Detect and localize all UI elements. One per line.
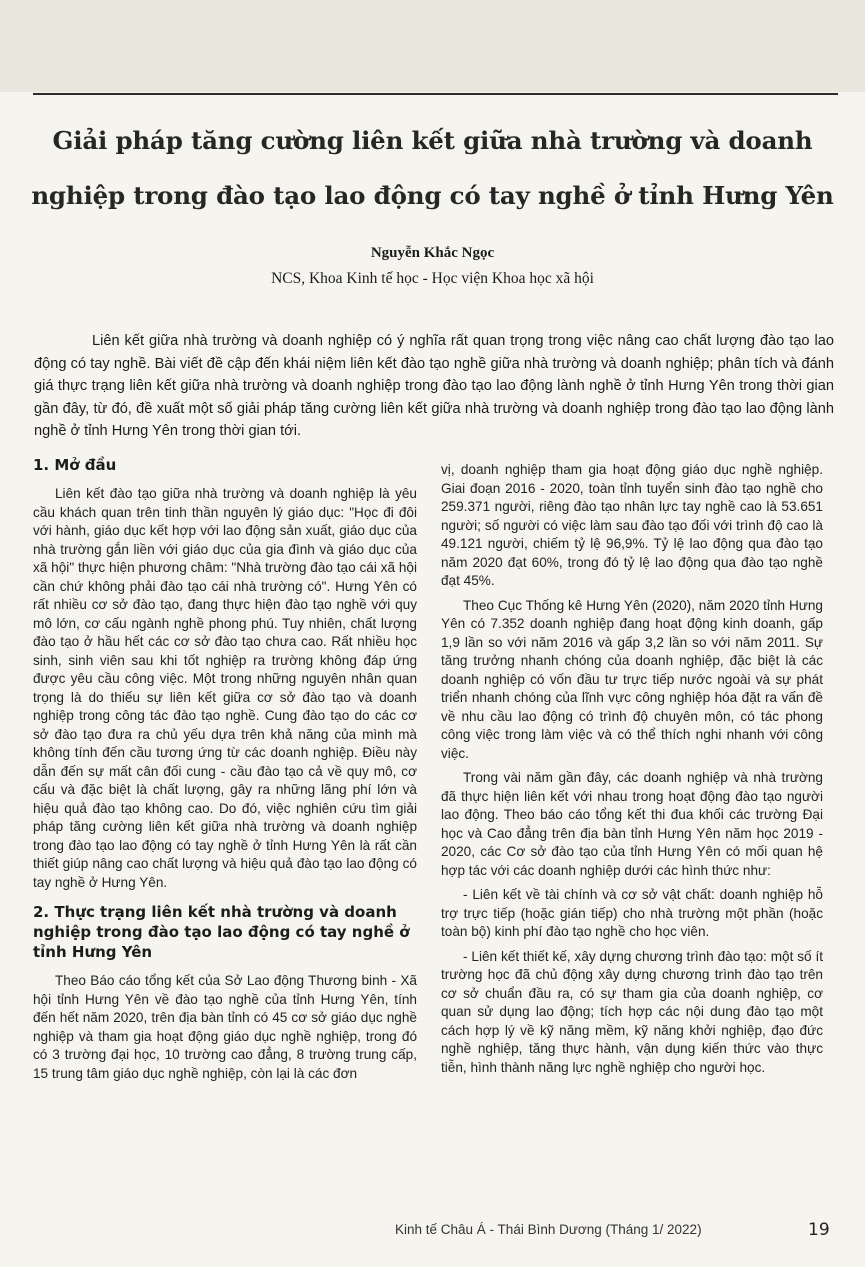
journal-footer: Kinh tế Châu Á - Thái Bình Dương (Tháng 1/ 2022) (395, 1222, 702, 1237)
author-name: Nguyễn Khắc Ngọc (370, 245, 495, 261)
right-column (441, 461, 823, 1083)
paragraph: Liên kết đào tạo giữa nhà trường và doanh nghiệp là yêu cầu khách quan trên tinh thần nguyên lý giáo dục: "Học đi đôi với hành, giáo dục kết hợp với lao động sản xuất, giáo dục của nhà trường gắn liền với giáo dục của gia đình và giáo dục của xã hội" thực hiện phương châm: "Nhà trường đào tạo cái xã hội cần chứ không phải đào tạo cái nhà trường có". Hưng Yên có rất nhiều cơ sở đào tạo, đang thực hiện đào tạo nghề với quy mô lớn, cơ cấu ngành nghề phong phú. Tuy nhiên, chất lượng đào tạo ở hầu hết các cơ sở đào tạo chưa cao. Rất nhiều học sinh, sinh viên sau khi tốt nghiệp ra trường không đáp ứng được yêu cầu công việc. Một trong những nguyên nhân quan trọng là do thiếu sự liên kết giữa cơ sở đào tạo và doanh nghiệp trong công tác đào tạo nghề. Cung đào tạo do các cơ sở đào tạo đưa ra chủ yếu dựa trên khả năng của mình mà không tính đến cầu tương ứng từ các doanh nghiệp. Điều này dẫn đến sự mất cân đối cung - cầu đào tạo cả về quy mô, cơ cấu và đặc biệt là chất lượng, gây ra những lãng phí lớn và hiệu quả đào tạo không cao. Do đó, việc nghiên cứu tìm giải pháp tăng cường liên kết giữa nhà trường và doanh nghiệp trong đào tạo lao động có tay nghề ở tỉnh Hưng Yên là rất cần thiết giúp nâng cao chất lượng và hiệu quả đào tạo lao động có tay nghề ở Hưng Yên. (33, 486, 417, 890)
article-title: Giải pháp tăng cường liên kết giữa nhà trường và doanh nghiệp trong đào tạo lao động có tay nghề ở tỉnh Hưng Yên (31, 126, 834, 210)
section-heading-intro: 1. Mở đầu (33, 456, 117, 474)
paragraph: vị, doanh nghiệp tham gia hoạt động giáo dục nghề nghiệp. Giai đoạn 2016 - 2020, toàn tỉnh tuyển sinh đào tạo nghề cho 259.371 người, riêng đào tạo nhân lực tay nghề cao là 53.651 người; số người có việc làm sau đào tạo đối với trình độ cao là 49.121 người, chiếm tỷ lệ 96,9%. Tỷ lệ lao động qua đào tạo năm 2020 đạt 60%, trong đó tỷ lệ lao động qua đào tạo nghề đạt 45%. (441, 462, 823, 588)
paragraph: Theo Báo cáo tổng kết của Sở Lao động Thương binh - Xã hội tỉnh Hưng Yên về đào tạo nghề của tỉnh Hưng Yên, tính đến hết năm 2020, trên địa bàn tỉnh có 45 cơ sở giáo dục nghề nghiệp và tham gia hoạt động giáo dục nghề nghiệp, trong đó có 3 trường đại học, 10 trường cao đẳng, 8 trường trung cấp, 15 trung tâm giáo dục nghề nghiệp, còn lại là các đơn (33, 973, 417, 1081)
header-rule (33, 93, 838, 95)
paragraph: Theo Cục Thống kê Hưng Yên (2020), năm 2020 tỉnh Hưng Yên có 7.352 doanh nghiệp đang hoạt động kinh doanh, gấp 1,9 lần so với năm 2016 và gấp 3,2 lần so với năm 2011. Sự tăng trưởng nhanh chóng của doanh nghiệp, đặc biệt là các doanh nghiệp có vốn đầu tư trực tiếp nước ngoài và sự phát triển nhanh chóng của lĩnh vực công nghiệp hóa đặt ra vấn đề về nhu cầu lao động có trình độ chuyên môn, có tác phong công việc trong làm việc và có thể thích nghi nhanh với công việc. (441, 597, 823, 761)
paragraph: - Liên kết về tài chính và cơ sở vật chất: doanh nghiệp hỗ trợ trực tiếp (hoặc gián tiếp) cho nhà trường một phần (hoặc toàn bộ) kinh phí đào tạo nghề cho học viên. (441, 887, 823, 939)
paragraph: Trong vài năm gần đây, các doanh nghiệp và nhà trường đã thực hiện liên kết với nhau trong hoạt động đào tạo người lao động. Theo báo cáo tổng kết thi đua khối các trường Đại học và Cao đẳng trên địa bàn tỉnh Hưng Yên năm học 2019 - 2020, các Cơ sở đào tạo của tỉnh Hưng Yên có mối quan hệ hợp tác với các doanh nghiệp dưới các hình thức như: (441, 770, 823, 878)
top-band (0, 0, 865, 92)
paragraph: - Liên kết thiết kế, xây dựng chương trình đào tạo: một số ít trường học đã chủ động xây dựng chương trình đào tạo trên cơ sở chuẩn đầu ra, có sự tham gia của doanh nghiệp, cơ quan sử dụng lao động; tích hợp các nội dung đào tạo một cách hợp lý về kỹ năng mềm, kỹ năng khởi nghiệp, đạo đức nghề nghiệp, tăng thực hành, vận dụng kiến thức vào thực tiễn, hình thành năng lực nghề nghiệp cho người học. (441, 948, 823, 1075)
page-number: 19 (808, 1220, 830, 1240)
author-affiliation: NCS, Khoa Kinh tế học - Học viện Khoa học xã hội (271, 270, 594, 287)
abstract: Liên kết giữa nhà trường và doanh nghiệp có ý nghĩa rất quan trọng trong việc nâng cao chất lượng đào tạo lao động có tay nghề. Bài viết đề cập đến khái niệm liên kết đào tạo nghề giữa nhà trường và doanh nghiệp; phân tích và đánh giá thực trạng liên kết giữa nhà trường và doanh nghiệp trong đào tạo lao động lành nghề ở tỉnh Hưng Yên trong thời gian gần đây, từ đó, đề xuất một số giải pháp tăng cường liên kết giữa nhà trường và doanh nghiệp trong đào tạo lao động lành nghề ở tỉnh Hưng Yên trong thời gian tới. (34, 333, 834, 439)
section-heading-status: 2. Thực trạng liên kết nhà trường và doanh nghiệp trong đào tạo lao động có tay nghề ở tỉnh Hưng Yên (33, 903, 410, 961)
left-column (33, 455, 417, 1089)
